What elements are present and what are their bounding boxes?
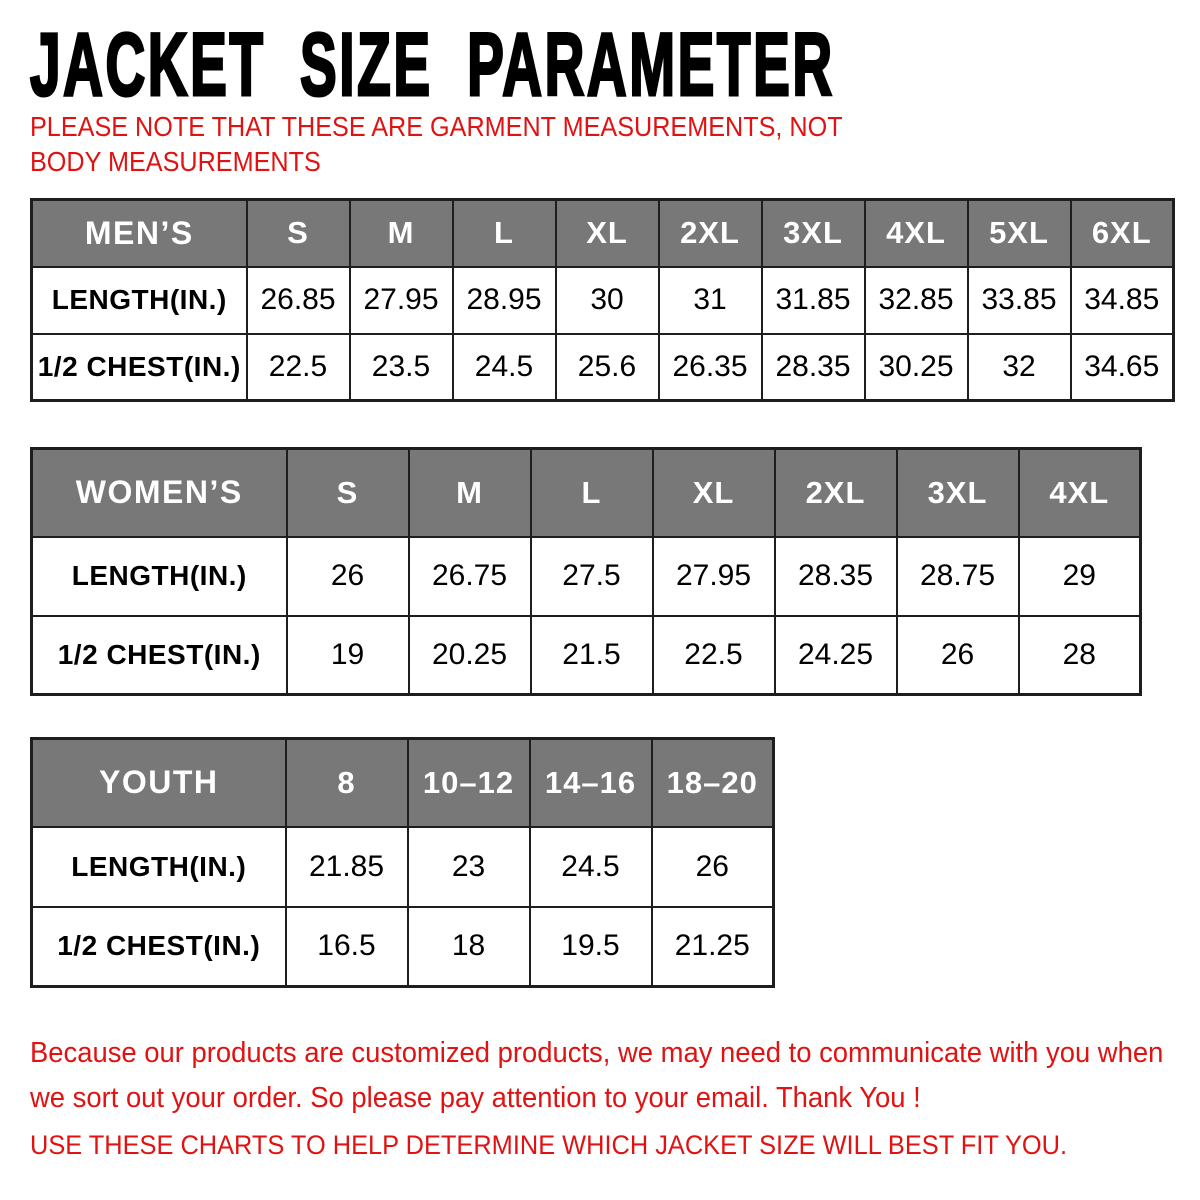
youth-value-cell: 19.5 — [530, 907, 652, 987]
mens-value-cell: 30.25 — [865, 334, 968, 401]
youth-size-header-1: 10–12 — [408, 739, 530, 827]
mens-table-title: MEN’S — [32, 200, 247, 267]
womens-value-cell: 27.5 — [531, 537, 653, 616]
youth-value-cell: 23 — [408, 827, 530, 907]
mens-size-header-0: S — [247, 200, 350, 267]
womens-size-header-2: L — [531, 449, 653, 537]
womens-value-cell: 19 — [287, 616, 409, 695]
page-title — [30, 14, 1200, 115]
womens-value-cell: 28.35 — [775, 537, 897, 616]
womens-row-label-0: LENGTH(IN.) — [32, 537, 287, 616]
mens-row-label-1: 1/2 CHEST(IN.) — [32, 334, 247, 401]
mens-value-cell: 31 — [659, 267, 762, 334]
mens-value-cell: 32.85 — [865, 267, 968, 334]
womens-value-cell: 20.25 — [409, 616, 531, 695]
mens-value-cell: 27.95 — [350, 267, 453, 334]
youth-size-header-2: 14–16 — [530, 739, 652, 827]
mens-size-header-6: 4XL — [865, 200, 968, 267]
customization-notice: Because our products are customized products, we may need to communicate with you when we sort out your order. So please pay attention to your email. Thank You ! — [30, 1037, 1164, 1114]
mens-size-header-1: M — [350, 200, 453, 267]
mens-size-header-4: 2XL — [659, 200, 762, 267]
youth-size-header-0: 8 — [286, 739, 408, 827]
womens-value-cell: 21.5 — [531, 616, 653, 695]
youth-value-cell: 26 — [652, 827, 774, 907]
mens-value-cell: 22.5 — [247, 334, 350, 401]
womens-size-header-6: 4XL — [1019, 449, 1141, 537]
mens-row-label-0: LENGTH(IN.) — [32, 267, 247, 334]
youth-row-label-1: 1/2 CHEST(IN.) — [32, 907, 286, 987]
mens-value-cell: 25.6 — [556, 334, 659, 401]
garment-measurement-note: PLEASE NOTE THAT THESE ARE GARMENT MEASUREMENTS, NOT BODY MEASUREMENTS — [30, 111, 843, 177]
womens-value-cell: 26 — [287, 537, 409, 616]
mens-value-cell: 34.65 — [1071, 334, 1174, 401]
youth-size-header-3: 18–20 — [652, 739, 774, 827]
womens-value-cell: 27.95 — [653, 537, 775, 616]
mens-size-table — [30, 198, 1175, 402]
mens-value-cell: 28.35 — [762, 334, 865, 401]
mens-value-cell: 26.35 — [659, 334, 762, 401]
womens-size-header-0: S — [287, 449, 409, 537]
womens-table-title: WOMEN’S — [32, 449, 287, 537]
womens-value-cell: 22.5 — [653, 616, 775, 695]
youth-table-title: YOUTH — [32, 739, 286, 827]
womens-size-header-3: XL — [653, 449, 775, 537]
mens-value-cell: 26.85 — [247, 267, 350, 334]
youth-value-cell: 21.25 — [652, 907, 774, 987]
mens-size-header-7: 5XL — [968, 200, 1071, 267]
mens-value-cell: 23.5 — [350, 334, 453, 401]
mens-value-cell: 32 — [968, 334, 1071, 401]
mens-value-cell: 24.5 — [453, 334, 556, 401]
mens-size-header-5: 3XL — [762, 200, 865, 267]
mens-value-cell: 30 — [556, 267, 659, 334]
mens-size-header-8: 6XL — [1071, 200, 1174, 267]
youth-value-cell: 16.5 — [286, 907, 408, 987]
mens-value-cell: 31.85 — [762, 267, 865, 334]
womens-value-cell: 28.75 — [897, 537, 1019, 616]
youth-value-cell: 21.85 — [286, 827, 408, 907]
womens-value-cell: 28 — [1019, 616, 1141, 695]
womens-row-label-1: 1/2 CHEST(IN.) — [32, 616, 287, 695]
youth-size-table — [30, 737, 775, 988]
womens-value-cell: 24.25 — [775, 616, 897, 695]
womens-size-table — [30, 447, 1142, 696]
youth-value-cell: 24.5 — [530, 827, 652, 907]
mens-value-cell: 34.85 — [1071, 267, 1174, 334]
mens-size-header-2: L — [453, 200, 556, 267]
womens-size-header-4: 2XL — [775, 449, 897, 537]
mens-size-header-3: XL — [556, 200, 659, 267]
womens-value-cell: 29 — [1019, 537, 1141, 616]
youth-row-label-0: LENGTH(IN.) — [32, 827, 286, 907]
mens-value-cell: 28.95 — [453, 267, 556, 334]
womens-size-header-5: 3XL — [897, 449, 1019, 537]
mens-value-cell: 33.85 — [968, 267, 1071, 334]
page-title-text: JACKET SIZE PARAMETER — [30, 14, 835, 115]
womens-size-header-1: M — [409, 449, 531, 537]
youth-value-cell: 18 — [408, 907, 530, 987]
womens-value-cell: 26.75 — [409, 537, 531, 616]
fit-advice-line: USE THESE CHARTS TO HELP DETERMINE WHICH JACKET SIZE WILL BEST FIT YOU. — [30, 1130, 1068, 1160]
womens-value-cell: 26 — [897, 616, 1019, 695]
